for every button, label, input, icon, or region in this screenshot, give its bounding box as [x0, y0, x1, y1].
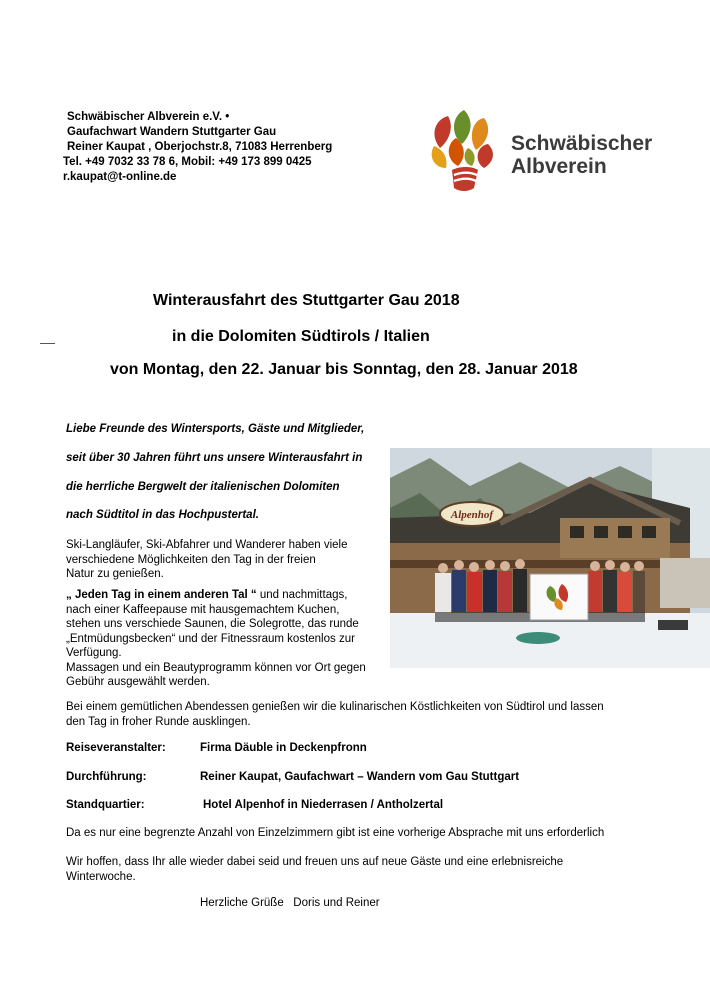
quote-highlight: „ Jeden Tag in einem anderen Tal “	[66, 589, 257, 601]
hotel-sign: Alpenhof	[450, 509, 494, 521]
title-line3: von Montag, den 22. Januar bis Sonntag, den 28. Januar 2018	[110, 361, 578, 378]
text-line	[66, 588, 366, 603]
sender-address: Reiner Kaupat , Oberjochstr.8, 71083 Herrenberg	[67, 141, 333, 153]
sender-email: r.kaupat@t-online.de	[63, 171, 177, 183]
text-line: Verfügung.	[66, 647, 122, 659]
text-fragment: und nachmittags,	[256, 589, 348, 601]
paragraph-wellness	[66, 588, 366, 690]
text-line: nach einer Kaffeepause mit hausgemachtem Kuchen,	[66, 603, 340, 616]
sender-phone: Tel. +49 7032 33 78 6, Mobil: +49 173 899 0425	[63, 156, 312, 168]
text-line: stehen uns verschiede Saunen, die Solegrotte, das runde	[66, 618, 359, 630]
logo	[428, 108, 658, 193]
intro-line1: Liebe Freunde des Wintersports, Gäste und Mitglieder,	[66, 423, 365, 435]
rooms-note: Da es nur eine begrenzte Anzahl von Einzelzimmern gibt ist eine vorherige Absprache mit uns erforderlich	[66, 827, 605, 839]
detail-execution-label: Durchführung:	[66, 771, 147, 783]
logo-text-line1: Schwäbischer	[511, 132, 653, 155]
text-line: den Tag in froher Runde ausklingen.	[66, 715, 251, 728]
intro-line2: seit über 30 Jahren führt uns unsere Winterausfahrt in	[66, 452, 363, 464]
text-line: Winterwoche.	[66, 870, 136, 883]
text-line: „Entmüdungsbecken“ und der Fitnessraum kostenlos zur	[66, 632, 355, 645]
sender-role: Gaufachwart Wandern Stuttgarter Gau	[67, 126, 277, 138]
text-line: Gebühr ausgewählt werden.	[66, 676, 210, 688]
text-line: Massagen und ein Beautyprogramm können vor Ort gegen	[66, 661, 366, 674]
divider-mark	[40, 343, 55, 344]
text-line: Natur zu genießen.	[66, 568, 164, 580]
closing-paragraph	[66, 855, 563, 884]
detail-organizer-label: Reiseveranstalter:	[66, 742, 166, 754]
detail-quarters-label: Standquartier:	[66, 799, 145, 811]
detail-execution-value: Reiner Kaupat, Gaufachwart – Wandern vom Gau Stuttgart	[200, 771, 520, 783]
title-line1: Winterausfahrt des Stuttgarter Gau 2018	[153, 292, 460, 309]
text-line: Wir hoffen, dass Ihr alle wieder dabei seid und freuen uns auf neue Gäste und eine erlebnisreiche	[66, 856, 564, 868]
text-line: Ski-Langläufer, Ski-Abfahrer und Wanderer haben viele	[66, 539, 348, 551]
intro-line3: die herrliche Bergwelt der italienischen Dolomiten	[66, 481, 340, 493]
signature: Herzliche Grüße Doris und Reiner	[200, 897, 380, 909]
leaves-logo-icon	[428, 108, 500, 193]
detail-quarters-value: Hotel Alpenhof in Niederrasen / Antholzertal	[203, 799, 444, 811]
paragraph-dinner	[66, 700, 604, 729]
group-photo	[390, 448, 710, 668]
logo-text-line2: Albverein	[511, 155, 607, 178]
sender-block	[63, 110, 332, 185]
text-line: verschiedene Möglichkeiten den Tag in der freien	[66, 553, 316, 566]
text-line: Bei einem gemütlichen Abendessen genießen wir die kulinarischen Köstlichkeiten von Südtirol und lassen	[66, 701, 604, 713]
intro-line4: nach Südtitol in das Hochpustertal.	[66, 509, 259, 521]
detail-organizer-value: Firma Däuble in Deckenpfronn	[200, 742, 367, 754]
sender-org: Schwäbischer Albverein e.V. •	[67, 111, 230, 123]
paragraph-activities	[66, 538, 348, 582]
title-line2: in die Dolomiten Südtirols / Italien	[172, 328, 430, 345]
